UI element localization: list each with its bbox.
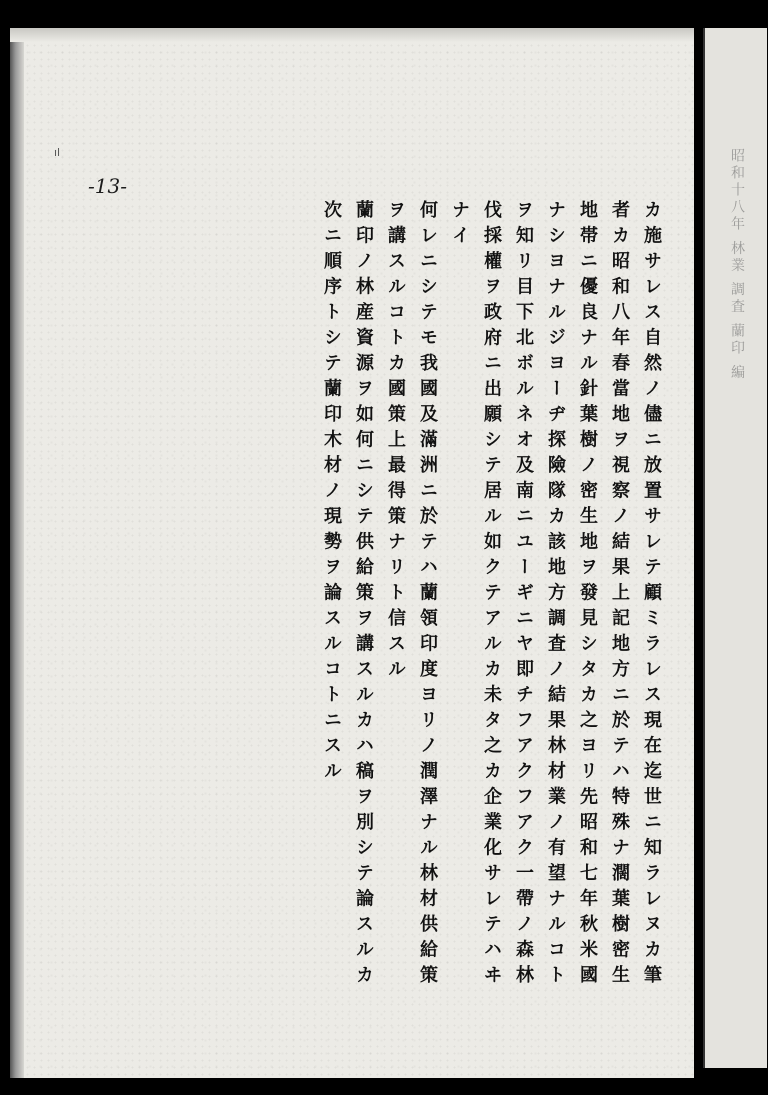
text-column: カ施サレス自然ノ儘ニ放置サレテ顧ミラレス現在迄世ニ知ラレヌカ筆 — [641, 200, 662, 991]
text-column: 伐採權ヲ政府ニ出願シテ居ル如クテアルカ未タ之カ企業化サレテハヰ — [481, 200, 502, 991]
page-top-edge — [10, 28, 694, 42]
text-column: 者カ昭和八年春當地ヲ視察ノ結果上記地方ニ於テハ特殊ナ濶葉樹密生 — [609, 200, 630, 991]
text-column: 蘭印ノ林産資源ヲ如何ニシテ供給策ヲ講スルカハ稿ヲ別シテ論スルカ — [353, 200, 374, 991]
book-page — [10, 28, 694, 1078]
text-column: ヲ講スルコトカ國策上最得策ナリト信スル — [385, 200, 406, 685]
text-column: 次ニ順序トシテ蘭印木材ノ現勢ヲ論スルコトニスル — [321, 200, 342, 787]
bleed-through-text: 昭和十八年 林業 調査 蘭印 編 — [729, 148, 745, 382]
margin-mark: ıl — [54, 146, 61, 159]
text-column: 何レニシテモ我國及滿洲ニ於テハ蘭領印度ヨリノ潤澤ナル林材供給策 — [417, 200, 438, 991]
text-column: ナシヨナルジヨーヂ探險隊カ該地方調査ノ結果林材業ノ有望ナルコト — [545, 200, 566, 991]
page-number: -13- — [88, 174, 127, 198]
binding-edge — [10, 28, 24, 1078]
text-column: ヲ知リ目下北ボルネオ及南ニユーギニヤ即チフアクフアク一帶ノ森林 — [513, 200, 534, 991]
text-column: 地帯ニ優良ナル針葉樹ノ密生地ヲ發見シタカ之ヨリ先昭和七年秋米國 — [577, 200, 598, 991]
body-text — [260, 200, 660, 1000]
adjacent-page-edge — [703, 28, 767, 1068]
text-column: ナイ — [449, 200, 470, 251]
